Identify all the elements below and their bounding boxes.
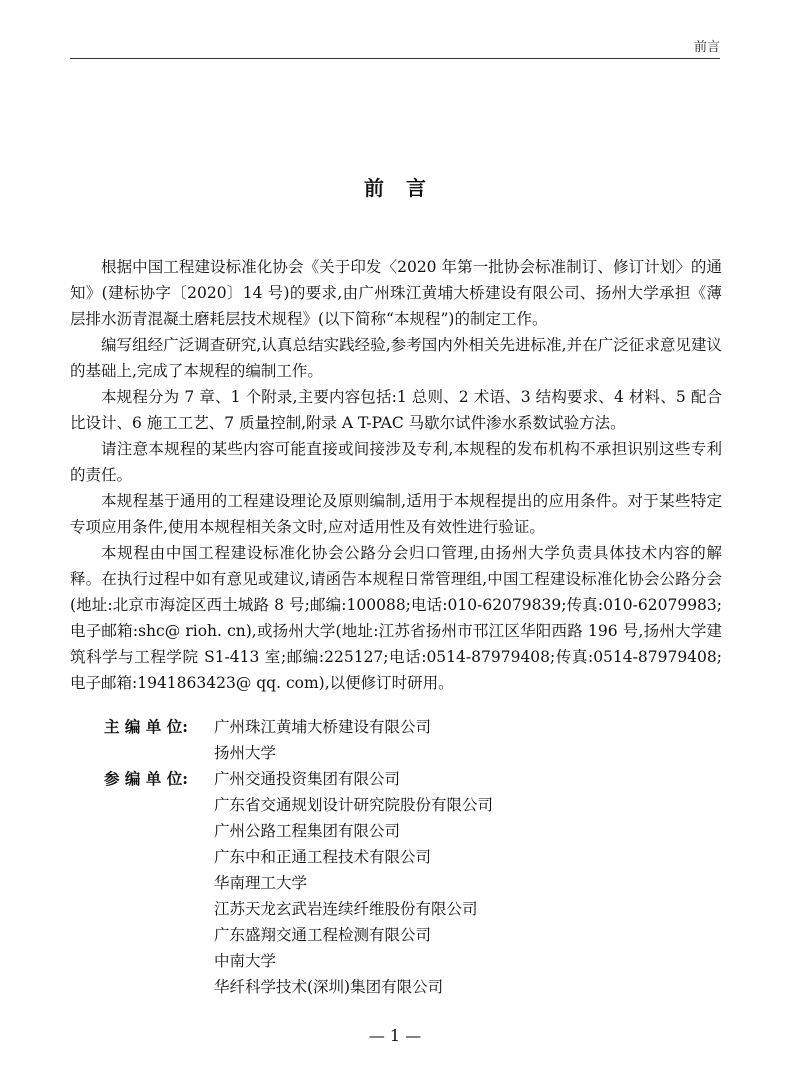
paragraph: 根据中国工程建设标准化协会《关于印发〈2020 年第一批协会标准制订、修订计划〉的通知》(建标协字〔2020〕14 号)的要求,由广州珠江黄埔大桥建设有限公司、扬州大学承担《薄层排水沥青混凝土磨耗层技术规程》(以下简称“本规程”)的制定工作。 <box>70 258 722 328</box>
participating-units-list <box>214 766 493 1000</box>
paragraph: 本规程基于通用的工程建设理论及原则编制,适用于本规程提出的应用条件。对于某些特定专项应用条件,使用本规程相关条文时,应对适用性及有效性进行验证。 <box>70 492 722 536</box>
page-title: 前言 <box>364 176 448 200</box>
paragraph: 编写组经广泛调查研究,认真总结实践经验,参考国内外相关先进标准,并在广泛征求意见建议的基础上,完成了本规程的编制工作。 <box>70 336 722 380</box>
chief-units-list <box>214 714 431 766</box>
chief-units-label: 主 编 单 位: <box>104 717 188 736</box>
paragraph: 本规程由中国工程建设标准化协会公路分会归口管理,由扬州大学负责具体技术内容的解释。在执行过程中如有意见或建议,请函告本规程日常管理组,中国工程建设标准化协会公路分会(地址:北京市海淀区西土城路 8 号;邮编:100088;电话:010-62079839;传真:010-62079983;电子邮箱:shc@ rioh. cn),或扬州大学(地址:江苏省扬州市邗江区华阳西路 196 号,扬州大学建筑科学与工程学院 S1-413 室;邮编:225127;电话:0514-87979408;传真:0514-87979408;电子邮箱:1941863423@ qq. com),以便修订时研用。 <box>70 544 722 692</box>
units-section <box>104 714 493 1000</box>
chief-units <box>104 714 493 766</box>
participating-units-label: 参 编 单 位: <box>104 769 188 788</box>
list-item: 广州公路工程集团有限公司 <box>214 822 401 840</box>
running-header: 前言 <box>693 40 720 55</box>
paragraph: 请注意本规程的某些内容可能直接或间接涉及专利,本规程的发布机构不承担识别这些专利的责任。 <box>70 440 722 484</box>
page-number: — 1 — <box>368 1026 422 1045</box>
preface-body <box>70 254 722 696</box>
list-item: 华纤科学技术(深圳)集团有限公司 <box>214 978 444 996</box>
list-item: 江苏天龙玄武岩连续纤维股份有限公司 <box>214 900 478 918</box>
list-item: 扬州大学 <box>214 744 277 762</box>
header-rule <box>70 58 720 59</box>
list-item: 广东盛翔交通工程检测有限公司 <box>214 926 432 944</box>
paragraph: 本规程分为 7 章、1 个附录,主要内容包括:1 总则、2 术语、3 结构要求、4 材料、5 配合比设计、6 施工工艺、7 质量控制,附录 A T-PAC 马歇尔试件渗水系数试验方法。 <box>70 388 722 432</box>
list-item: 中南大学 <box>214 952 277 970</box>
participating-units <box>104 766 493 1000</box>
list-item: 广东省交通规划设计研究院股份有限公司 <box>214 796 494 814</box>
list-item: 华南理工大学 <box>214 874 308 892</box>
list-item: 广东中和正通工程技术有限公司 <box>214 848 432 866</box>
list-item: 广州珠江黄埔大桥建设有限公司 <box>214 718 432 736</box>
list-item: 广州交通投资集团有限公司 <box>214 770 401 788</box>
